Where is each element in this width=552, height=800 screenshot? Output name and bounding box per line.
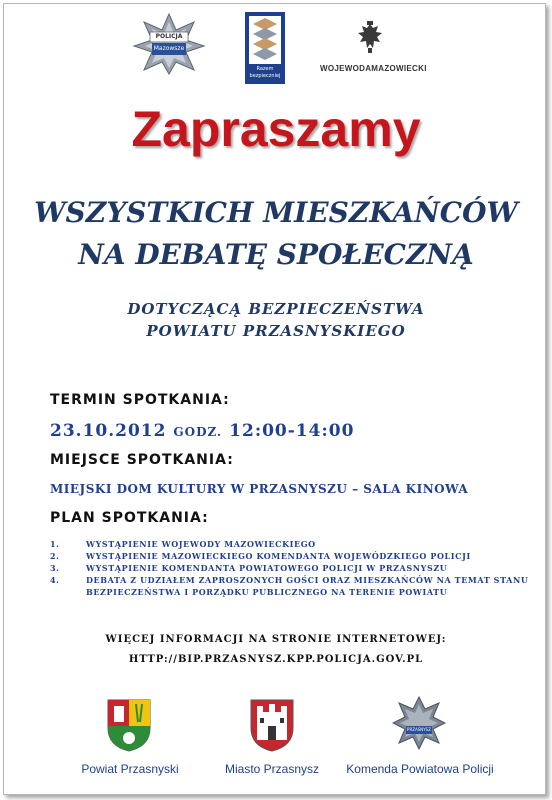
police-przasnysz-badge xyxy=(392,696,446,750)
wojewoda-text: WOJEWODAMAZOWIECKI xyxy=(320,64,427,73)
plan-item-text: WYSTĄPIENIE MAZOWIECKIEGO KOMENDANTA WOJEWÓDZKIEGO POLICJI xyxy=(86,551,471,561)
meeting-time: 12:00-14:00 xyxy=(229,421,355,441)
razem-bezpieczniej-logo xyxy=(245,12,285,84)
list-item xyxy=(50,550,530,562)
headline-line-1: WSZYSTKICH MIESZKAŃCÓW xyxy=(34,196,518,229)
plan-item-number: 4. xyxy=(50,575,60,585)
list-item xyxy=(50,574,530,598)
caption-powiat: Powiat Przasnyski xyxy=(81,762,179,776)
hour-label: GODZ. xyxy=(173,425,223,439)
police-badge-text: POLICJA xyxy=(155,33,183,40)
miasto-crest xyxy=(249,698,295,752)
plan-list xyxy=(50,538,530,598)
polish-eagle-emblem xyxy=(356,20,384,54)
poster-title: Zapraszamy xyxy=(131,101,421,157)
plan-item-text: WYSTĄPIENIE WOJEWODY MAZOWIECKIEGO xyxy=(86,539,316,549)
meeting-date-line xyxy=(50,421,354,441)
info-line: WIĘCEJ INFORMACJI NA STRONIE INTERNETOWEJ: xyxy=(105,634,447,645)
plan-item-text: DEBATA Z UDZIAŁEM ZAPROSZONYCH GOŚCI ORAZ MIESZKAŃCÓW NA TEMAT STANU BEZPIECZEŃSTWA I PORZĄDKU PUBLICZNEGO NA TERENIE POWIATU xyxy=(86,575,529,597)
meeting-date: 23.10.2012 xyxy=(50,421,167,441)
place-label: MIEJSCE SPOTKANIA: xyxy=(50,452,234,468)
caption-miasto: Miasto Przasnysz xyxy=(224,762,320,776)
plan-item-number: 3. xyxy=(50,563,60,573)
subline-line-2: POWIATU PRZASNYSKIEGO xyxy=(146,322,406,340)
caption-komenda: Komenda Powiatowa Policji xyxy=(346,762,494,776)
list-item xyxy=(50,538,530,550)
headline-line-2: NA DEBATĘ SPOŁECZNĄ xyxy=(78,238,474,271)
list-item xyxy=(50,562,530,574)
police-small-badge-text: PRZASNYSZ xyxy=(407,727,431,732)
police-region-text: Mazowsze xyxy=(153,45,185,52)
plan-item-text: WYSTĄPIENIE KOMENDANTA POWIATOWEGO POLICJI W PRZASNYSZU xyxy=(86,563,448,573)
subline-line-1: DOTYCZĄCĄ BEZPIECZEŃSTWA xyxy=(127,300,425,318)
razem-text: Razem bezpieczniej xyxy=(249,66,281,79)
term-label: TERMIN SPOTKANIA: xyxy=(50,392,230,408)
info-url-link[interactable]: HTTP://BIP.PRZASNYSZ.KPP.POLICJA.GOV.PL xyxy=(128,654,424,665)
plan-item-number: 1. xyxy=(50,539,60,549)
powiat-crest xyxy=(106,698,152,752)
plan-item-number: 2. xyxy=(50,551,60,561)
plan-label: PLAN SPOTKANIA: xyxy=(50,510,209,526)
police-mazowsze-logo xyxy=(130,12,208,76)
meeting-place: MIEJSKI DOM KULTURY W PRZASNYSZU – SALA KINOWA xyxy=(50,482,469,496)
